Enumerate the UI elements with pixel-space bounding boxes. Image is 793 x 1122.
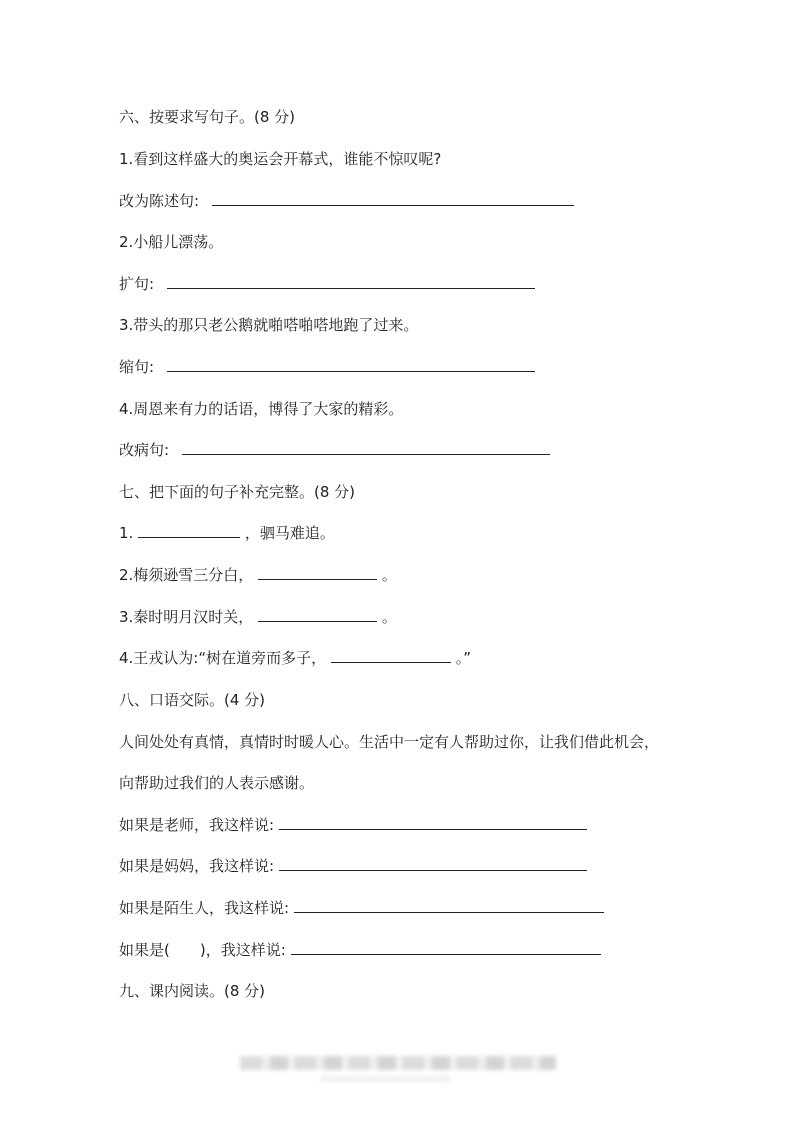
question-suffix: 。: [381, 566, 397, 584]
section-9-heading: 九、课内阅读。(8 分): [119, 982, 266, 1000]
answer-prompt: 如果是老师，我这样说:: [119, 816, 275, 834]
question-6-1: 1.看到这样盛大的奥运会开幕式，谁能不惊叹呢?: [119, 150, 442, 168]
answer-blank[interactable]: [167, 274, 535, 289]
answer-prompt: 如果是( )，我这样说:: [119, 941, 286, 959]
answer-prompt: 改病句:: [119, 441, 170, 459]
answer-blank[interactable]: [331, 648, 451, 663]
question-7-3: [119, 607, 397, 627]
question-prefix: 1.: [119, 524, 134, 542]
question-7-2: [119, 565, 397, 585]
section-8-heading: 八、口语交际。(4 分): [119, 691, 266, 709]
answer-line-6-2: [119, 274, 535, 294]
answer-line-6-1: [119, 191, 574, 211]
answer-blank[interactable]: [182, 440, 550, 455]
answer-blank[interactable]: [294, 898, 604, 913]
question-prefix: 4.王戎认为:“树在道旁而多子，: [119, 649, 327, 667]
answer-blank[interactable]: [279, 856, 587, 871]
answer-line-6-4: [119, 440, 550, 460]
question-suffix: 。”: [455, 649, 471, 667]
answer-prompt: 缩句:: [119, 358, 155, 376]
answer-blank[interactable]: [291, 940, 601, 955]
answer-prompt: 改为陈述句:: [119, 192, 200, 210]
blurred-footer-watermark-sub: [320, 1076, 450, 1082]
answer-blank[interactable]: [138, 523, 240, 538]
question-suffix: 。: [381, 608, 397, 626]
question-prefix: 2.梅须逊雪三分白，: [119, 566, 254, 584]
question-6-2: 2.小船儿漂荡。: [119, 233, 224, 251]
answer-prompt: 扩句:: [119, 275, 155, 293]
answer-prompt: 如果是妈妈，我这样说:: [119, 857, 275, 875]
answer-prompt: 如果是陌生人，我这样说:: [119, 899, 290, 917]
answer-blank[interactable]: [167, 357, 535, 372]
question-suffix: ，驷马难追。: [244, 524, 335, 542]
answer-line-6-3: [119, 357, 535, 377]
paragraph-line-2: 向帮助过我们的人表示感谢。: [119, 774, 315, 792]
question-6-3: 3.带头的那只老公鹅就啪嗒啪嗒地跑了过来。: [119, 316, 419, 334]
blurred-footer-watermark: [240, 1056, 556, 1070]
answer-blank[interactable]: [258, 607, 377, 622]
question-7-1: [119, 523, 335, 543]
answer-line-stranger: [119, 898, 604, 918]
answer-blank[interactable]: [279, 815, 587, 830]
answer-blank[interactable]: [212, 191, 574, 206]
section-7-heading: 七、把下面的句子补充完整。(8 分): [119, 483, 356, 501]
paragraph-line-1: 人间处处有真情，真情时时暖人心。生活中一定有人帮助过你，让我们借此机会，: [119, 733, 660, 751]
question-prefix: 3.秦时明月汉时关，: [119, 608, 254, 626]
answer-line-other: [119, 940, 601, 960]
question-7-4: [119, 648, 471, 668]
answer-line-teacher: [119, 815, 587, 835]
section-6-heading: 六、按要求写句子。(8 分): [119, 108, 296, 126]
answer-blank[interactable]: [258, 565, 377, 580]
question-6-4: 4.周恩来有力的话语，博得了大家的精彩。: [119, 400, 404, 418]
answer-line-mother: [119, 856, 587, 876]
